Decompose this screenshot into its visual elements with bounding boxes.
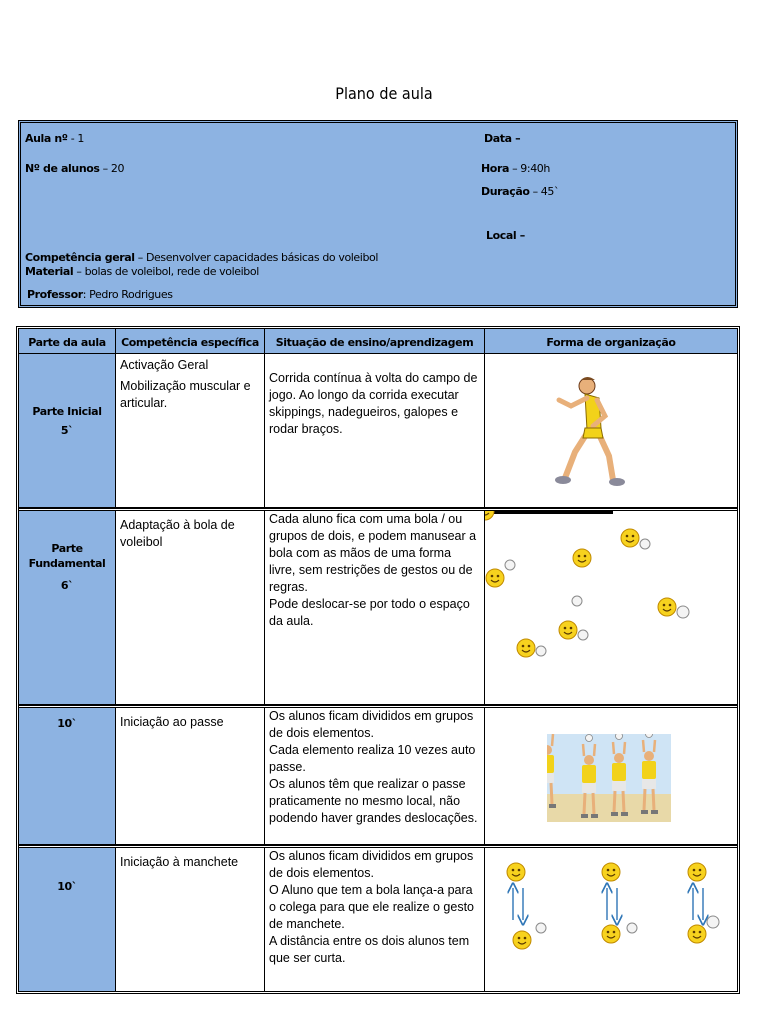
- row1-time: 5`: [60, 424, 74, 437]
- lesson-hour: Hora – 9:40h: [481, 162, 550, 175]
- header-parte-da-aula: Parte da aula: [19, 329, 116, 354]
- row4-situacao: [265, 848, 485, 991]
- volleyball-players-passing-image: [547, 734, 671, 822]
- aula-number: Aula nº - 1: [25, 132, 84, 145]
- row3-situacao-2: Cada elemento realiza 10 vezes auto passe.: [269, 743, 476, 774]
- row2-part-cell: [19, 511, 116, 705]
- lesson-info-box: [18, 120, 738, 308]
- row4-time: 10`: [57, 880, 77, 893]
- row1-part-cell: [19, 354, 116, 508]
- lesson-date: Data –: [484, 132, 521, 145]
- running-athlete-image: [535, 372, 635, 492]
- row3-part-cell: [19, 708, 116, 845]
- row4-situacao-1: Os alunos ficam divididos em grupos de dois elementos.: [269, 849, 474, 880]
- row4-competencia: Iniciação à manchete: [116, 848, 265, 991]
- row4-organizacao: [485, 848, 737, 991]
- row3-organizacao: [485, 708, 737, 845]
- row4-situacao-2: O Aluno que tem a bola lança-a para o colega para que ele realize o gesto de manchete.: [269, 883, 475, 931]
- row1-organizacao: [485, 354, 737, 508]
- row1-competencia: [116, 354, 265, 508]
- student-count: Nº de alunos – 20: [25, 162, 125, 175]
- row2-part-label: Parte Fundamental: [28, 542, 106, 570]
- row3-competencia: Iniciação ao passe: [116, 708, 265, 845]
- row3-situacao: [265, 708, 485, 845]
- row3-situacao-3: Os alunos têm que realizar o passe praticamente no mesmo local, não podendo haver grandes deslocações.: [269, 777, 478, 825]
- lesson-duration: Duração – 45`: [481, 185, 560, 198]
- row1-competencia-2: Mobilização muscular e articular.: [120, 379, 251, 410]
- page-title: Plano de aula: [335, 84, 433, 103]
- lesson-plan-table: [16, 326, 740, 994]
- row2-situacao: [265, 511, 485, 705]
- smiley-pairs-with-arrows-image: [485, 848, 735, 988]
- lesson-location: Local –: [486, 229, 525, 242]
- row2-organizacao: [485, 511, 737, 705]
- header-competencia-especifica: Competência específica: [116, 329, 265, 354]
- row2-time: 6`: [60, 579, 74, 592]
- material: Material – bolas de voleibol, rede de voleibol: [25, 265, 259, 278]
- row4-situacao-3: A distância entre os dois alunos tem que ser curta.: [269, 934, 470, 965]
- header-forma-organizacao: Forma de organização: [485, 329, 737, 354]
- header-situacao: Situação de ensino/aprendizagem: [265, 329, 485, 354]
- smiley-faces-with-balls-image: [485, 511, 735, 701]
- teacher: Professor: Pedro Rodrigues: [27, 288, 173, 301]
- row1-part-label: Parte Inicial: [32, 405, 102, 418]
- row3-time: 10`: [57, 717, 77, 730]
- row2-situacao-1: Cada aluno fica com uma bola / ou grupos de dois, e podem manusear a bola com as mãos de uma forma livre, sem restrições de gestos ou de regras.: [269, 512, 477, 594]
- row1-situacao: Corrida contínua à volta do campo de jogo. Ao longo da corrida executar skippings, nadegueiros, galopes e rodar braços.: [265, 354, 485, 508]
- row4-part-cell: [19, 848, 116, 991]
- row2-competencia: Adaptação à bola de voleibol: [116, 511, 265, 705]
- row3-situacao-1: Os alunos ficam divididos em grupos de dois elementos.: [269, 709, 474, 740]
- row1-competencia-1: Activação Geral: [120, 358, 209, 372]
- row2-situacao-2: Pode deslocar-se por todo o espaço da aula.: [269, 597, 470, 628]
- general-competence: Competência geral – Desenvolver capacidades básicas do voleibol: [25, 251, 379, 264]
